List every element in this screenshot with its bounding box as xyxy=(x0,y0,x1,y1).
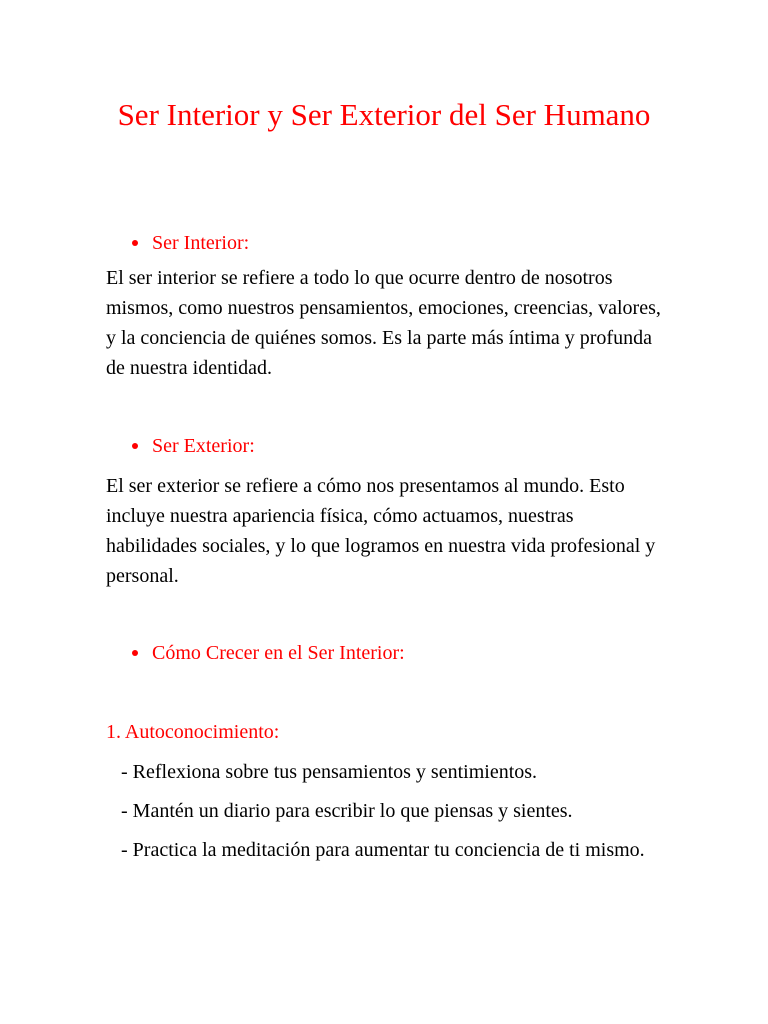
page-title: Ser Interior y Ser Exterior del Ser Humano xyxy=(117,97,651,132)
bullet-dot-icon xyxy=(132,650,138,656)
list-item: - Reflexiona sobre tus pensamientos y sentimientos. xyxy=(106,761,538,783)
section-paragraph-ser-exterior: El ser exterior se refiere a cómo nos presentamos al mundo. Esto incluye nuestra apariencia física, cómo actuamos, nuestras habilidades sociales, y lo que logramos en nuestra vida profesional y personal. xyxy=(106,475,656,587)
numbered-item-label: 1. Autoconocimiento: xyxy=(106,721,280,743)
section-paragraph-ser-interior: El ser interior se refiere a todo lo que ocurre dentro de nosotros mismos, como nuestros pensamientos, emociones, creencias, valores, y la conciencia de quiénes somos. Es la parte más íntima y profunda de nuestra identidad. xyxy=(106,267,661,379)
bullet-dot-icon xyxy=(132,240,138,246)
section-heading: Ser Exterior: xyxy=(152,435,255,457)
list-item: - Mantén un diario para escribir lo que piensas y sientes. xyxy=(106,800,573,822)
list-item: - Practica la meditación para aumentar tu conciencia de ti mismo. xyxy=(106,839,645,861)
section-heading: Ser Interior: xyxy=(152,232,250,254)
section-heading: Cómo Crecer en el Ser Interior: xyxy=(152,642,405,664)
bullet-dot-icon xyxy=(132,443,138,449)
